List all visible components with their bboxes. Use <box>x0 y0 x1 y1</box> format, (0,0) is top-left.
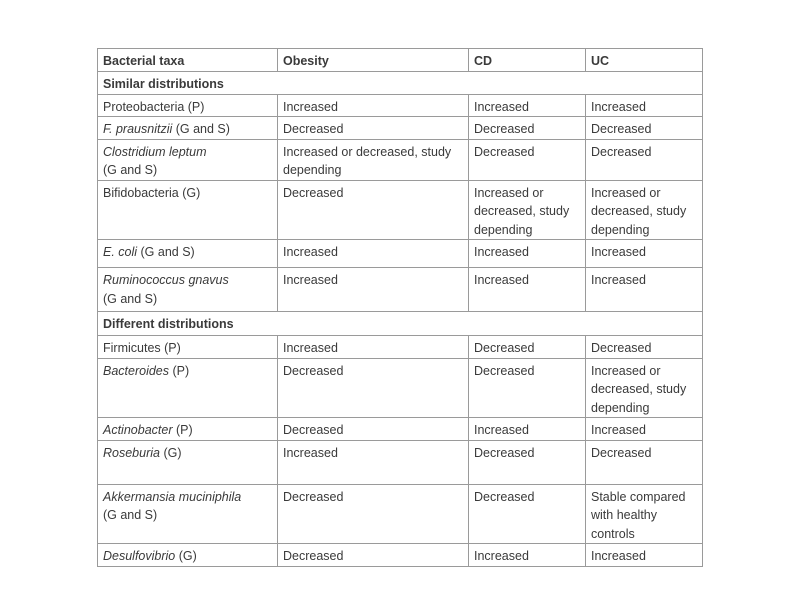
section-title: Different distributions <box>98 312 703 336</box>
cell-obesity: Increased <box>278 268 469 312</box>
cell-taxon <box>98 180 278 240</box>
cell-cd: Increased <box>469 268 586 312</box>
section-title: Similar distributions <box>98 72 703 95</box>
cell-obesity: Increased <box>278 336 469 359</box>
table-row <box>98 358 703 418</box>
header-uc: UC <box>586 49 703 72</box>
taxon-rank: (G and S) <box>103 291 158 306</box>
table-row <box>98 484 703 544</box>
cell-uc: Decreased <box>586 139 703 180</box>
table-body <box>98 72 703 567</box>
cell-uc: Stable compared with healthy controls <box>586 484 703 544</box>
cell-cd: Decreased <box>469 358 586 418</box>
cell-uc: Increased or decreased, study depending <box>586 358 703 418</box>
cell-taxon <box>98 117 278 140</box>
cell-obesity: Increased <box>278 240 469 268</box>
table-row <box>98 240 703 268</box>
table-row <box>98 418 703 441</box>
table-row <box>98 117 703 140</box>
cell-taxon <box>98 240 278 268</box>
cell-taxon <box>98 139 278 180</box>
taxon-name-italic: Akkermansia muciniphila <box>103 489 242 504</box>
taxon-rank: (G) <box>159 445 182 460</box>
taxon-rank: (G and S) <box>172 122 230 136</box>
cell-cd: Increased <box>469 418 586 441</box>
taxon-rank: (G and S) <box>137 245 195 259</box>
cell-cd: Increased <box>469 240 586 268</box>
cell-obesity: Decreased <box>278 544 469 567</box>
taxon-rank: (P) <box>172 423 193 437</box>
cell-cd: Decreased <box>469 117 586 140</box>
cell-taxon <box>98 94 278 117</box>
cell-taxon <box>98 358 278 418</box>
taxon-rank: Bifidobacteria (G) <box>103 185 201 200</box>
taxon-rank: (G and S) <box>103 508 158 522</box>
cell-obesity: Increased <box>278 94 469 117</box>
cell-cd: Increased <box>469 94 586 117</box>
cell-taxon <box>98 440 278 484</box>
cell-taxon <box>98 544 278 567</box>
cell-taxon <box>98 336 278 359</box>
table-row <box>98 440 703 484</box>
header-obesity: Obesity <box>278 49 469 72</box>
cell-uc: Increased <box>586 94 703 117</box>
cell-cd: Decreased <box>469 484 586 544</box>
section-row <box>98 72 703 95</box>
cell-uc: Decreased <box>586 336 703 359</box>
cell-obesity: Decreased <box>278 418 469 441</box>
cell-cd: Increased <box>469 544 586 567</box>
cell-obesity: Decreased <box>278 484 469 544</box>
table-row <box>98 139 703 180</box>
cell-obesity: Increased <box>278 440 469 484</box>
header-row <box>98 49 703 72</box>
taxon-name-italic: Ruminococcus gnavus <box>103 273 229 287</box>
taxon-name-italic: Roseburia <box>103 445 160 460</box>
taxa-comparison-table <box>97 48 703 567</box>
taxon-name-italic: F. prausnitzii <box>103 122 173 136</box>
cell-uc: Increased <box>586 544 703 567</box>
section-row <box>98 312 703 336</box>
cell-cd: Decreased <box>469 139 586 180</box>
cell-uc: Decreased <box>586 117 703 140</box>
cell-obesity: Decreased <box>278 117 469 140</box>
table-row <box>98 268 703 312</box>
cell-obesity: Increased or decreased, study depending <box>278 139 469 180</box>
table-row <box>98 94 703 117</box>
cell-cd: Increased or decreased, study depending <box>469 180 586 240</box>
cell-taxon <box>98 418 278 441</box>
cell-taxon <box>98 484 278 544</box>
taxon-rank: (P) <box>169 363 190 378</box>
taxon-name-italic: Clostridium leptum <box>103 144 207 159</box>
taxon-name-italic: Desulfovibrio <box>103 549 176 563</box>
taxon-name-italic: Bacteroides <box>103 363 170 378</box>
cell-taxon <box>98 268 278 312</box>
cell-uc: Increased <box>586 418 703 441</box>
cell-uc: Increased or decreased, study depending <box>586 180 703 240</box>
table-row <box>98 180 703 240</box>
cell-uc: Increased <box>586 268 703 312</box>
taxon-rank: Proteobacteria (P) <box>103 99 205 114</box>
table-row <box>98 544 703 567</box>
cell-obesity: Decreased <box>278 180 469 240</box>
cell-cd: Decreased <box>469 440 586 484</box>
cell-obesity: Decreased <box>278 358 469 418</box>
cell-uc: Increased <box>586 240 703 268</box>
taxon-name-italic: E. coli <box>103 245 138 259</box>
header-taxa: Bacterial taxa <box>98 49 278 72</box>
taxon-name-italic: Actinobacter <box>103 423 173 437</box>
taxon-rank: (G and S) <box>103 163 158 177</box>
table-row <box>98 336 703 359</box>
taxon-rank: Firmicutes (P) <box>103 341 181 355</box>
header-cd: CD <box>469 49 586 72</box>
cell-cd: Decreased <box>469 336 586 359</box>
cell-uc: Decreased <box>586 440 703 484</box>
taxon-rank: (G) <box>175 549 197 563</box>
